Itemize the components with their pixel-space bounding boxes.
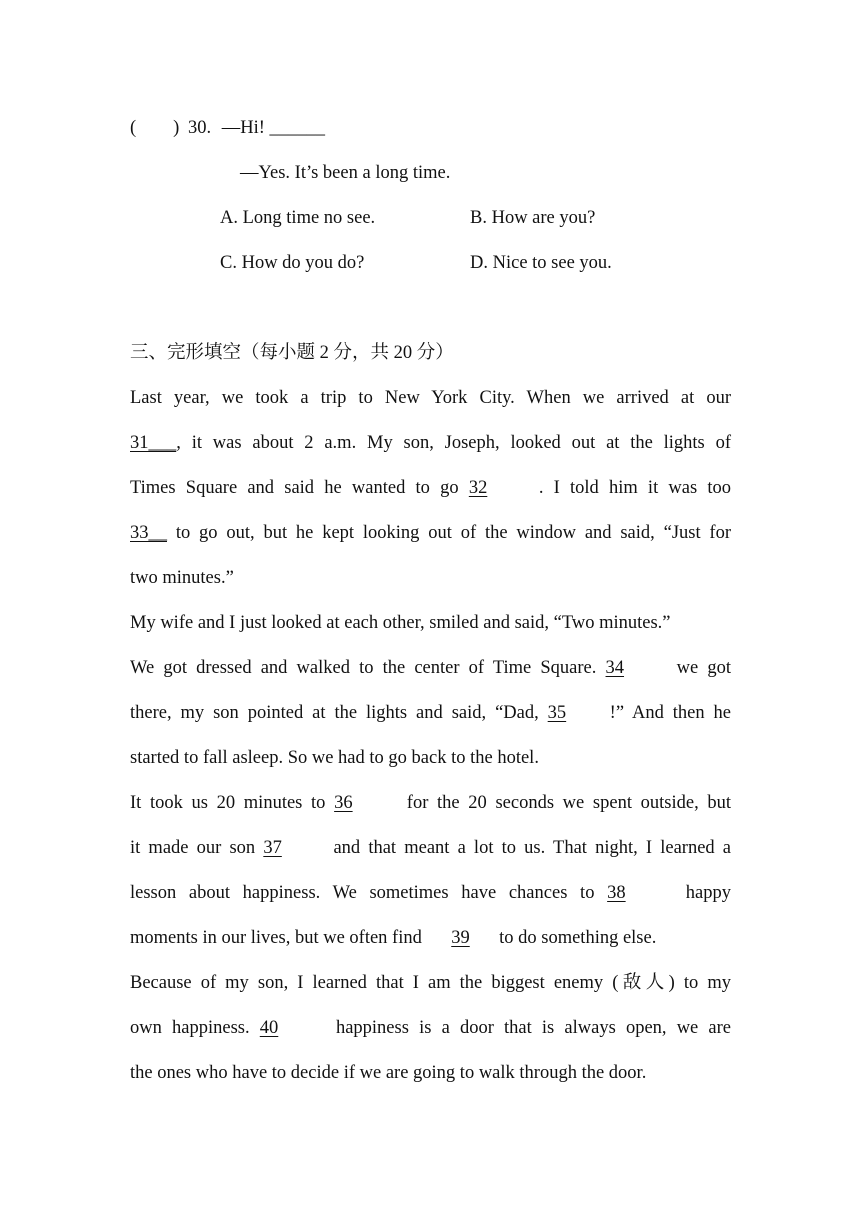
option-d: D. Nice to see you.	[470, 253, 612, 273]
q30-reply: —Yes. It’s been a long time.	[240, 163, 451, 183]
passage-line	[130, 1016, 731, 1040]
passage-text: !” And then he	[609, 703, 732, 723]
blank-33: 33__	[130, 523, 167, 543]
question-number: 30.	[187, 118, 212, 138]
option-b: B. How are you?	[470, 208, 596, 228]
passage-text: and that meant a lot to us. That night, I learned a	[333, 838, 732, 858]
passage-line	[130, 701, 731, 725]
passage-text: own happiness.	[130, 1018, 250, 1038]
passage-line: the ones who have to decide if we are going to walk through the door.	[130, 1063, 647, 1083]
passage-line	[130, 476, 731, 500]
passage-line: Last year, we took a trip to New York City. When we arrived at our	[130, 388, 731, 408]
question-prompt: —Hi! ______	[221, 118, 325, 138]
passage-text: moments in our lives, but we often find	[130, 928, 422, 948]
passage-line	[130, 881, 731, 905]
q30-line	[130, 116, 325, 140]
blank-40: 40	[259, 1018, 279, 1038]
passage-line: two minutes.”	[130, 568, 234, 588]
passage-text: , it was about 2 a.m. My son, Joseph, looked out at the lights of	[176, 433, 731, 453]
passage-line: started to fall asleep. So we had to go back to the hotel.	[130, 748, 539, 768]
blank-37: 37	[263, 838, 282, 858]
passage-line	[130, 656, 731, 680]
passage-text: We got dressed and walked to the center of Time Square.	[130, 658, 597, 678]
blank-38: 38	[607, 883, 626, 903]
passage-text: lesson about happiness. We sometimes have chances to	[130, 883, 595, 903]
passage-line	[130, 521, 731, 545]
passage-line: Because of my son, I learned that I am the biggest enemy (敌人) to my	[130, 973, 731, 993]
passage-text: there, my son pointed at the lights and said, “Dad,	[130, 703, 539, 723]
passage-line	[130, 791, 731, 815]
blank-35: 35	[547, 703, 567, 723]
passage-line	[130, 926, 656, 950]
passage-text: . I told him it was too	[538, 478, 732, 498]
blank-31: 31___	[130, 433, 177, 453]
passage-text: happiness is a door that is always open, we are	[335, 1018, 732, 1038]
passage-text: for the 20 seconds we spent outside, but	[406, 793, 732, 813]
answer-bracket: ( )	[130, 118, 180, 138]
passage-text: It took us 20 minutes to	[130, 793, 326, 813]
passage-line	[130, 431, 731, 455]
passage-text: to do something else.	[499, 928, 657, 948]
passage-text: we got	[676, 658, 732, 678]
passage-text: to go out, but he kept looking out of the window and said, “Just for	[175, 523, 731, 543]
option-a: A. Long time no see.	[220, 208, 376, 228]
passage-line	[130, 836, 731, 860]
blank-34: 34	[605, 658, 625, 678]
passage-text: Times Square and said he wanted to go	[130, 478, 459, 498]
section-heading: 三、完形填空（每小题 2 分，共 20 分）	[130, 343, 454, 363]
blank-36: 36	[334, 793, 353, 813]
option-c: C. How do you do?	[220, 253, 365, 273]
passage-text: happy	[685, 883, 732, 903]
blank-32: 32	[468, 478, 488, 498]
passage-line: My wife and I just looked at each other, smiled and said, “Two minutes.”	[130, 613, 671, 633]
passage-text: it made our son	[130, 838, 256, 858]
blank-39: 39	[451, 928, 470, 948]
